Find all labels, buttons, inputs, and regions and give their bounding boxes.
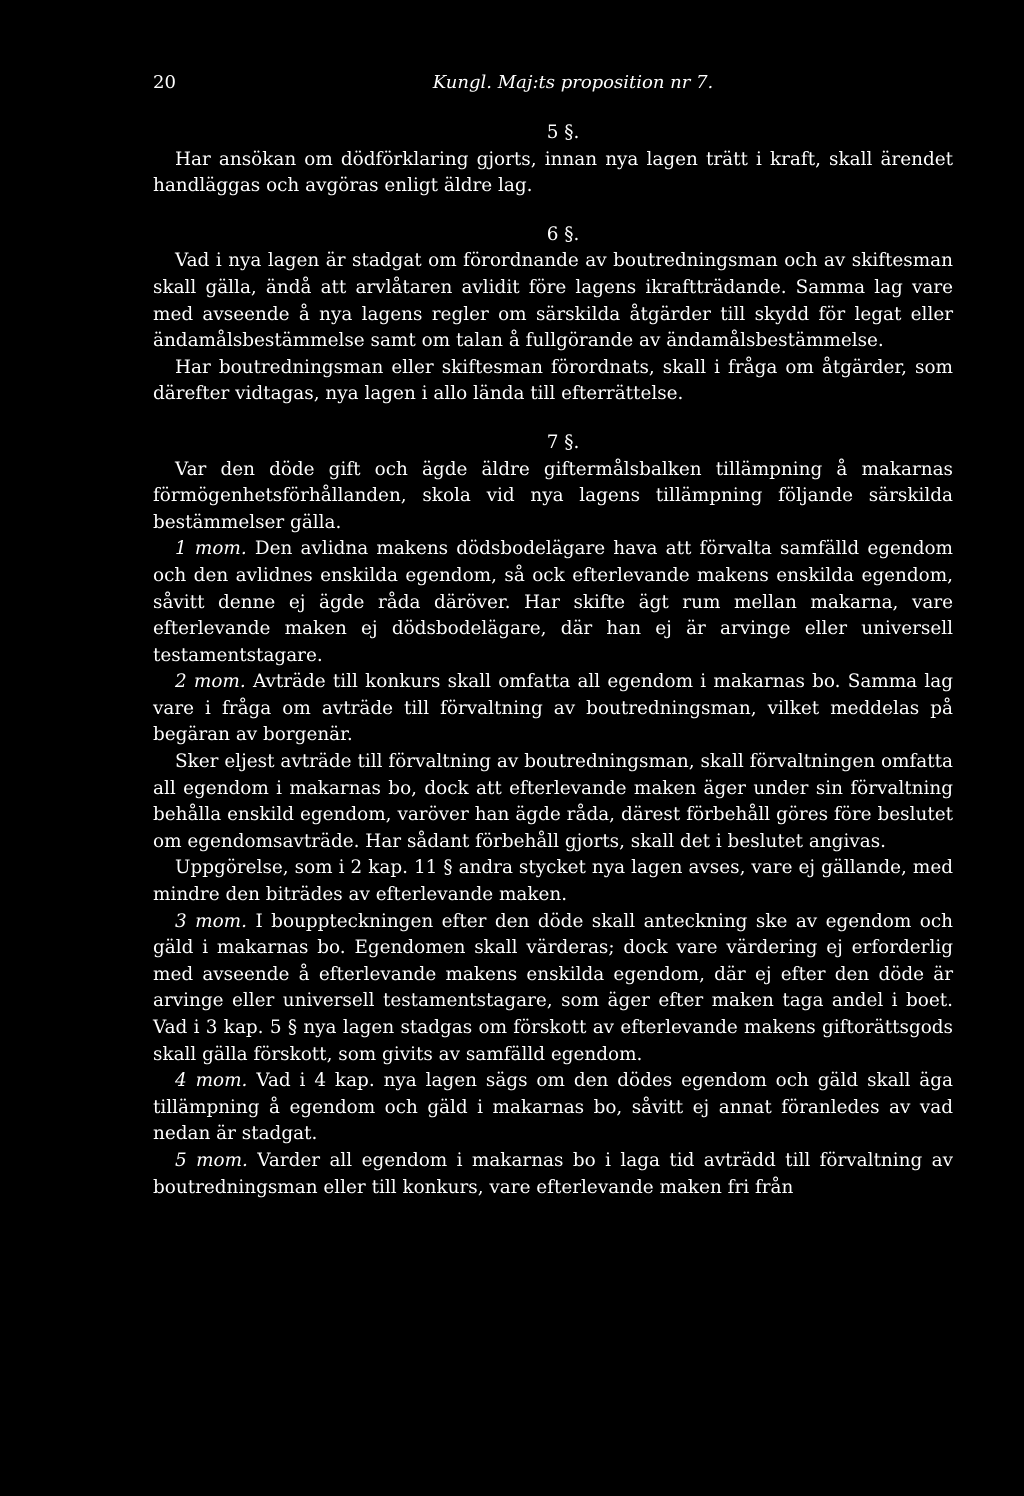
paragraph-text: Uppgörelse, som i 2 kap. 11 § andra stycket nya lagen avses, vare ej gällande, med mindre den biträdes av efterlevande maken. <box>153 857 953 906</box>
section-heading: 5 §. <box>546 122 580 143</box>
paragraph-text: Var den döde gift och ägde äldre giftermålsbalken tillämpning å makarnas förmögenhetsförhållanden, skola vid nya lagens tillämpning följande särskilda bestämmelser gälla. <box>153 458 953 533</box>
paragraph-text: Vad i 4 kap. nya lagen sägs om den dödes egendom och gäld skall äga tillämpning å egendom och gäld i makarnas bo, såvitt ej annat föranledes av vad nedan är stadgat. <box>153 1070 953 1145</box>
section-heading: 6 §. <box>546 223 580 245</box>
running-head: Kungl. Maj:ts proposition nr 7. <box>432 72 714 93</box>
paragraph <box>153 248 953 354</box>
paragraph <box>153 749 953 855</box>
paragraph-text: I bouppteckningen efter den döde skall anteckning ske av egendom och gäld i makarnas bo. Egendomen skall värderas; dock vare värdering ej erforderlig med avseende å efterlevande makens enskilda egendom, där ej efter den döde är arvinge eller universell testamentstagare, som äger efter maken taga andel i boet. Vad i 3 kap. 5 § nya lagen stadgas om förskott av efterlevande makens giftorättsgods skall gälla förskott, som givits av samfälld egendom. <box>153 910 953 1065</box>
paragraph <box>153 1148 953 1201</box>
paragraph-text: Den avlidna makens dödsbodelägare hava att förvalta samfälld egendom och den avlidnes enskilda egendom, så ock efterlevande makens enskilda egendom, såvitt denne ej ägde råda däröver. Har skifte ägt rum mellan makarna, vare efterlevande maken ej dödsbodelägare, där han ej är arvinge eller universell testamentstagare. <box>153 538 953 666</box>
paragraph <box>153 355 953 408</box>
moment-label: 1 mom. <box>175 538 247 560</box>
paragraph <box>153 855 953 908</box>
paragraph <box>153 147 953 200</box>
paragraph <box>153 669 953 749</box>
paragraph-text: Varder all egendom i makarnas bo i laga tid avträdd till förvaltning av boutredningsman eller till konkurs, vare efterlevande maken fri från <box>153 1149 953 1198</box>
paragraph-text: Avträde till konkurs skall omfatta all egendom i makarnas bo. Samma lag vare i fråga om avträde till förvaltning av boutredningsman, vilket meddelas på begäran av borgenär. <box>153 671 953 746</box>
moment-label: 4 mom. <box>175 1070 248 1092</box>
paragraph-text: Vad i nya lagen är stadgat om förordnande av boutredningsman och av skiftesman skall gälla, ändå att arvlåtaren avlidit före lagens ikraftträdande. Samma lag vare med avseende å nya lagens regler om särskilda åtgärder till skydd för legat eller ändamålsbestämmelse samt om talan å fullgörande av ändamålsbestämmelse. <box>153 250 953 352</box>
paragraph-text: Sker eljest avträde till förvaltning av boutredningsman, skall förvaltningen omfatta all egendom i makarnas bo, dock att efterlevande maken äger under sin förvaltning behålla enskild egendom, varöver han ägde råda, därest förbehåll göres före beslutet om egendomsavträde. Har sådant förbehåll gjorts, skall det i beslutet angivas. <box>153 751 953 852</box>
section-heading: 7 §. <box>546 431 580 453</box>
paragraph <box>153 457 953 537</box>
document-body <box>153 120 953 1201</box>
paragraph-text: Har boutredningsman eller skiftesman förordnats, skall i fråga om åtgärder, som därefter vidtagas, nya lagen i allo lända till efterrättelse. <box>153 356 953 405</box>
page-number: 20 <box>153 72 176 93</box>
page-header <box>153 72 953 102</box>
paragraph <box>153 536 953 669</box>
paragraph <box>153 1068 953 1148</box>
paragraph-text: Har ansökan om dödförklaring gjorts, innan nya lagen trätt i kraft, skall ärendet handläggas och avgöras enligt äldre lag. <box>153 148 953 197</box>
moment-label: 5 mom. <box>175 1149 248 1171</box>
moment-label: 2 mom. <box>175 671 246 693</box>
paragraph <box>153 909 953 1069</box>
moment-label: 3 mom. <box>175 910 247 932</box>
